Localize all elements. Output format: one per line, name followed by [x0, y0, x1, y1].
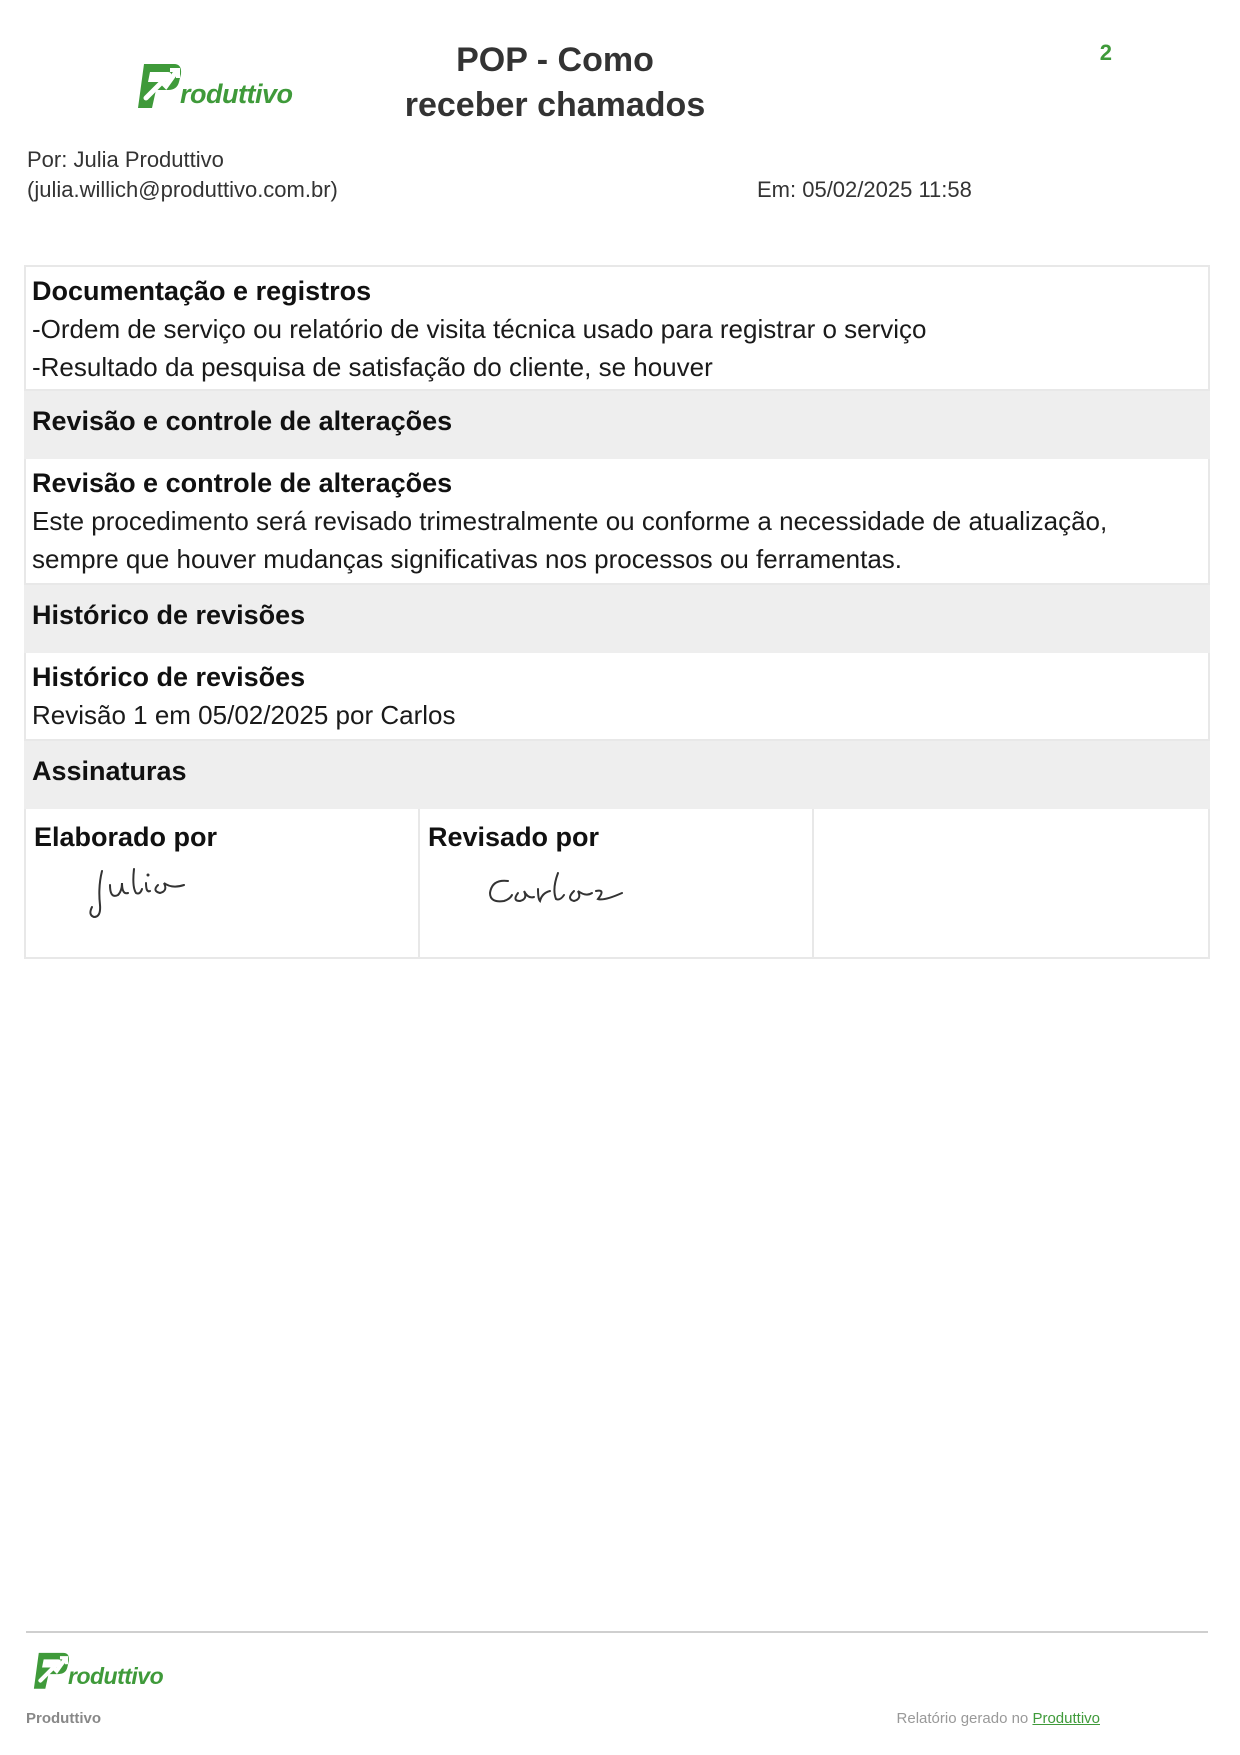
footer-divider [26, 1631, 1208, 1633]
signature-cell-empty [814, 809, 1208, 957]
title-line-1: POP - Como [456, 41, 654, 79]
elaborado-label: Elaborado por [34, 822, 218, 852]
documentacao-heading: Documentação e registros [32, 276, 372, 306]
signature-carlos-image [482, 867, 632, 917]
assinaturas-section-title: Assinaturas [32, 756, 187, 786]
revisao-block [24, 459, 1210, 585]
document-date: Em: 05/02/2025 11:58 [757, 177, 972, 202]
author-info [27, 145, 338, 205]
documentacao-line-2: -Resultado da pesquisa de satisfação do cliente, se houver [32, 352, 713, 382]
historico-section-header [24, 585, 1210, 653]
document-title [330, 38, 780, 128]
signature-julia-image [88, 865, 208, 925]
documentacao-line-1: -Ordem de serviço ou relatório de visita técnica usado para registrar o serviço [32, 314, 927, 344]
signature-cell-elaborado [26, 809, 420, 957]
historico-section-title: Histórico de revisões [32, 600, 306, 630]
signatures-row [24, 809, 1210, 959]
historico-block [24, 653, 1210, 741]
assinaturas-section-header [24, 741, 1210, 809]
historico-line-1: Revisão 1 em 05/02/2025 por Carlos [32, 700, 456, 730]
footer-logo [30, 1648, 163, 1692]
signature-cell-revisado [420, 809, 814, 957]
historico-heading: Histórico de revisões [32, 662, 306, 692]
logo-wordmark: roduttivo [180, 79, 293, 109]
footer-company: Produttivo [26, 1710, 101, 1727]
produttivo-logo-icon [134, 58, 184, 112]
revisado-label: Revisado por [428, 822, 600, 852]
footer-produttivo-link[interactable]: Produttivo [1032, 1710, 1100, 1727]
author-name: Por: Julia Produttivo [27, 147, 224, 172]
produttivo-footer-logo-icon [30, 1648, 72, 1692]
document-body [24, 265, 1210, 959]
documentacao-block [24, 265, 1210, 391]
revisao-heading: Revisão e controle de alterações [32, 468, 453, 498]
revisao-line-2: sempre que houver mudanças significativas nos processos ou ferramentas. [32, 544, 902, 574]
revisao-line-1: Este procedimento será revisado trimestralmente ou conforme a necessidade de atualização, [32, 506, 1108, 536]
header-logo [134, 58, 292, 112]
page-number: 2 [1099, 40, 1112, 65]
footer-generated [897, 1710, 1100, 1727]
footer-generated-prefix: Relatório gerado no [896, 1710, 1029, 1727]
author-email: (julia.willich@produttivo.com.br) [27, 177, 338, 202]
footer-logo-wordmark: roduttivo [68, 1663, 164, 1689]
revisao-section-header [24, 391, 1210, 459]
revisao-section-title: Revisão e controle de alterações [32, 406, 453, 436]
title-line-2: receber chamados [404, 86, 706, 124]
